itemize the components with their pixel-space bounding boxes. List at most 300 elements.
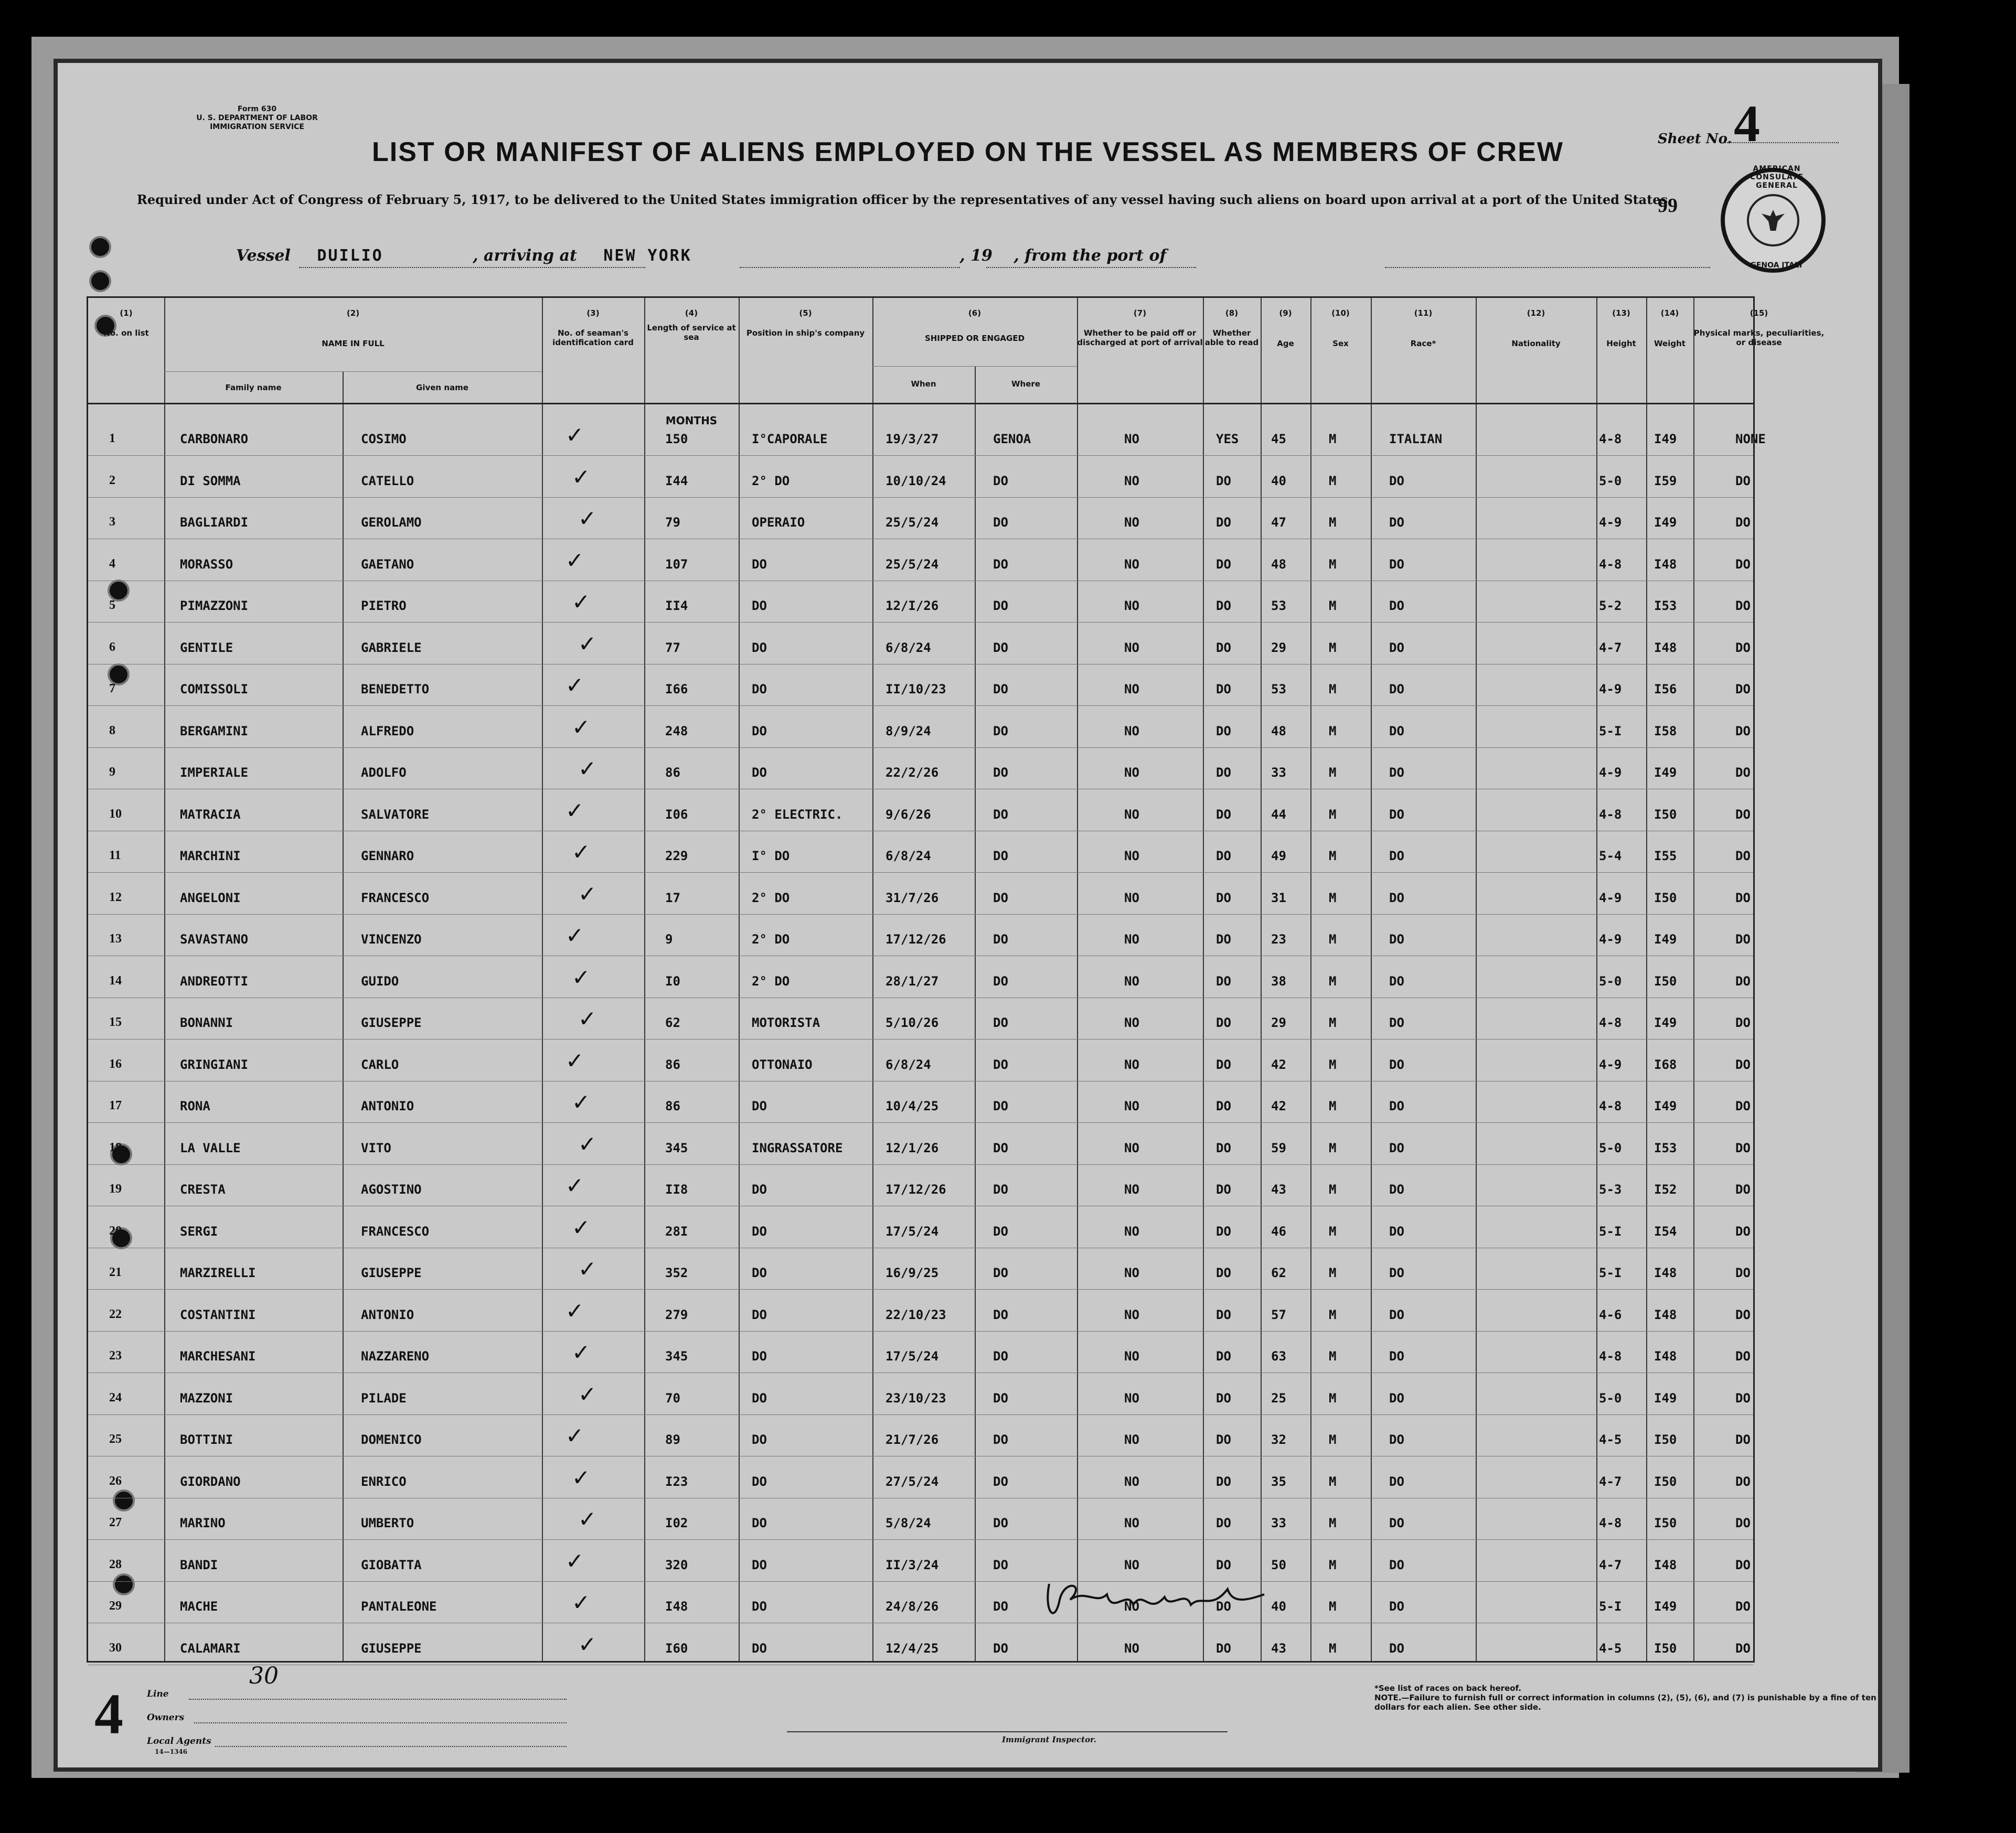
cell-paid-off: NO <box>1124 1599 1139 1614</box>
cell-race: DO <box>1389 807 1404 822</box>
year-label: , 19 <box>959 246 993 265</box>
cell-age: 38 <box>1271 973 1286 989</box>
cell-position: I°CAPORALE <box>752 432 828 446</box>
cell-physical-marks: DO <box>1735 1099 1751 1113</box>
cell-height: 5-I <box>1599 1266 1622 1280</box>
cell-sex: M <box>1329 640 1337 655</box>
cell-race: DO <box>1389 515 1404 530</box>
cell-family-name: BOTTINI <box>180 1432 233 1447</box>
cell-service-length: I0 <box>665 973 680 989</box>
cell-family-name: ANGELONI <box>180 890 241 905</box>
list-number: 99 <box>1658 195 1678 217</box>
where-header: Where <box>1011 379 1040 389</box>
col7-number: (7) <box>1133 308 1147 318</box>
cell-given-name: ANTONIO <box>361 1307 414 1322</box>
cell-paid-off: NO <box>1124 1390 1139 1406</box>
cell-position: INGRASSATORE <box>752 1140 843 1155</box>
cell-race: DO <box>1389 1641 1404 1656</box>
cell-sex: M <box>1329 723 1337 738</box>
row-rule <box>88 1414 1753 1415</box>
cell-given-name: FRANCESCO <box>361 1224 430 1239</box>
cell-family-name: CRESTA <box>180 1182 226 1197</box>
cell-weight: I50 <box>1654 1516 1677 1530</box>
cell-family-name: MAZZONI <box>180 1390 233 1406</box>
cell-able-to-read: DO <box>1216 765 1231 780</box>
cell-weight: I68 <box>1654 1057 1677 1072</box>
owners-underline <box>194 1722 567 1723</box>
cell-height: 5-0 <box>1599 1390 1622 1406</box>
cell-row-number: 3 <box>109 515 115 529</box>
col1-label: No. on list <box>103 328 149 338</box>
cell-shipped-where: DO <box>993 1349 1008 1364</box>
cell-able-to-read: DO <box>1216 1099 1231 1113</box>
col9-header <box>1261 308 1310 348</box>
cell-position: DO <box>752 640 767 655</box>
cell-shipped-when: 5/10/26 <box>886 1015 939 1030</box>
col8-header <box>1203 308 1261 347</box>
checkmark-icon: ✓ <box>572 839 591 865</box>
cell-race: DO <box>1389 640 1404 655</box>
cell-shipped-when: 9/6/26 <box>886 807 931 822</box>
cell-shipped-when: 17/5/24 <box>886 1349 939 1364</box>
cell-paid-off: NO <box>1124 1516 1139 1530</box>
cell-sex: M <box>1329 1599 1337 1614</box>
from-port-underline <box>1385 266 1710 268</box>
cell-position: DO <box>752 1349 767 1364</box>
cell-height: 4-9 <box>1599 765 1622 780</box>
cell-row-number: 18 <box>109 1140 122 1154</box>
col15-header <box>1693 308 1825 347</box>
cell-service-length: 248 <box>665 723 688 738</box>
cell-family-name: COMISSOLI <box>180 682 249 696</box>
col4-label: Length of service at sea <box>647 323 736 342</box>
cell-paid-off: NO <box>1124 1099 1139 1113</box>
cell-physical-marks: DO <box>1735 1349 1751 1364</box>
cell-able-to-read: DO <box>1216 807 1231 822</box>
col-rule <box>1646 298 1647 1661</box>
cell-paid-off: NO <box>1124 1057 1139 1072</box>
col4-header <box>644 308 739 342</box>
checkmark-icon: ✓ <box>578 1506 597 1532</box>
cell-row-number: 21 <box>109 1266 122 1279</box>
cell-age: 48 <box>1271 723 1286 738</box>
cell-sex: M <box>1329 1557 1337 1572</box>
col6-header <box>872 308 1077 343</box>
cell-shipped-when: 17/12/26 <box>886 1182 946 1197</box>
cell-given-name: GUIDO <box>361 973 399 989</box>
cell-height: 5-0 <box>1599 973 1622 989</box>
cell-service-length: 89 <box>665 1432 680 1447</box>
when-header: When <box>911 379 936 389</box>
cell-service-length: 28I <box>665 1224 688 1239</box>
cell-physical-marks: DO <box>1735 1474 1751 1489</box>
cell-sex: M <box>1329 1182 1337 1197</box>
cell-shipped-where: DO <box>993 849 1008 863</box>
cell-shipped-when: 24/8/26 <box>886 1599 939 1614</box>
seal-text-top: AMERICAN CONSULATE GENERAL <box>1750 165 1804 190</box>
cell-weight: I49 <box>1654 515 1677 530</box>
date-underline <box>986 266 1196 268</box>
cell-row-number: 22 <box>109 1307 122 1321</box>
cell-sex: M <box>1329 1432 1337 1447</box>
cell-given-name: VITO <box>361 1140 391 1155</box>
cell-able-to-read: DO <box>1216 473 1231 488</box>
cell-height: 4-9 <box>1599 515 1622 530</box>
cell-sex: M <box>1329 973 1337 989</box>
cell-weight: I48 <box>1654 640 1677 655</box>
cell-given-name: GIOBATTA <box>361 1557 422 1572</box>
col10-number: (10) <box>1331 308 1350 318</box>
row-rule <box>88 1289 1753 1290</box>
col3-header <box>542 308 644 347</box>
cell-service-length: I23 <box>665 1474 688 1489</box>
cell-paid-off: NO <box>1124 723 1139 738</box>
cell-able-to-read: DO <box>1216 1557 1231 1572</box>
checkmark-icon: ✓ <box>572 1339 591 1365</box>
cell-age: 45 <box>1271 432 1286 446</box>
cell-position: DO <box>752 682 767 696</box>
cell-shipped-when: 21/7/26 <box>886 1432 939 1447</box>
cell-shipped-where: DO <box>993 1099 1008 1113</box>
cell-able-to-read: DO <box>1216 1599 1231 1614</box>
cell-height: 4-6 <box>1599 1307 1622 1322</box>
cell-height: 5-0 <box>1599 473 1622 488</box>
months-label: MONTHS <box>665 414 718 427</box>
cell-shipped-where: DO <box>993 1599 1008 1614</box>
cell-able-to-read: DO <box>1216 1182 1231 1197</box>
cell-height: 4-9 <box>1599 890 1622 905</box>
cell-physical-marks: DO <box>1735 598 1751 613</box>
header-rule <box>88 403 1753 404</box>
checkmark-icon: ✓ <box>578 506 597 531</box>
form-code: 14—1346 <box>155 1748 188 1755</box>
checkmark-icon: ✓ <box>566 1548 584 1574</box>
cell-family-name: MATRACIA <box>180 807 241 822</box>
cell-race: DO <box>1389 1057 1404 1072</box>
cell-position: 2° DO <box>752 473 790 488</box>
cell-family-name: SERGI <box>180 1224 218 1239</box>
vessel-line <box>236 246 1166 265</box>
cell-height: 4-8 <box>1599 1516 1622 1530</box>
cell-physical-marks: DO <box>1735 1266 1751 1280</box>
cell-shipped-when: 19/3/27 <box>886 432 939 446</box>
inspector-line <box>787 1731 1228 1732</box>
cell-able-to-read: DO <box>1216 849 1231 863</box>
family-name-header: Family name <box>225 383 282 392</box>
cell-paid-off: NO <box>1124 473 1139 488</box>
cell-race: DO <box>1389 1349 1404 1364</box>
cell-paid-off: NO <box>1124 515 1139 530</box>
checkmark-icon: ✓ <box>578 1256 597 1282</box>
cell-paid-off: NO <box>1124 1140 1139 1155</box>
cell-given-name: BENEDETTO <box>361 682 430 696</box>
shipped-subheader-rule <box>872 366 1077 367</box>
cell-able-to-read: DO <box>1216 1057 1231 1072</box>
consulate-seal <box>1721 165 1826 273</box>
row-rule <box>88 497 1753 498</box>
cell-sex: M <box>1329 1474 1337 1489</box>
cell-age: 42 <box>1271 1099 1286 1113</box>
cell-family-name: MORASSO <box>180 556 233 572</box>
col-rule <box>1077 298 1078 1661</box>
cell-height: 4-9 <box>1599 932 1622 947</box>
cell-race: DO <box>1389 1474 1404 1489</box>
cell-height: 5-0 <box>1599 1140 1622 1155</box>
checkmark-icon: ✓ <box>566 1298 584 1324</box>
cell-age: 23 <box>1271 932 1286 947</box>
cell-given-name: PANTALEONE <box>361 1599 437 1614</box>
cell-paid-off: NO <box>1124 1641 1139 1656</box>
cell-shipped-where: DO <box>993 723 1008 738</box>
cell-paid-off: NO <box>1124 973 1139 989</box>
cell-sex: M <box>1329 1057 1337 1072</box>
cell-family-name: GIORDANO <box>180 1474 241 1489</box>
cell-physical-marks: DO <box>1735 556 1751 572</box>
cell-shipped-when: 10/4/25 <box>886 1099 939 1113</box>
checkmark-icon: ✓ <box>566 923 584 948</box>
cell-sex: M <box>1329 1140 1337 1155</box>
vessel-name: DUILIO <box>317 246 383 265</box>
cell-shipped-when: 23/10/23 <box>886 1390 946 1406</box>
cell-sex: M <box>1329 1390 1337 1406</box>
col-rule <box>644 298 645 1661</box>
cell-race: DO <box>1389 1390 1404 1406</box>
checkmark-icon: ✓ <box>578 1631 597 1657</box>
checkmark-icon: ✓ <box>572 1464 591 1491</box>
cell-height: 4-7 <box>1599 640 1622 655</box>
cell-service-length: 352 <box>665 1266 688 1280</box>
col15-label: Physical marks, peculiarities, or disease <box>1693 328 1825 347</box>
cell-position: DO <box>752 1182 767 1197</box>
cell-able-to-read: DO <box>1216 556 1231 572</box>
checkmark-icon: ✓ <box>566 1173 584 1198</box>
cell-shipped-where: DO <box>993 932 1008 947</box>
cell-race: DO <box>1389 1557 1404 1572</box>
cell-able-to-read: DO <box>1216 1390 1231 1406</box>
cell-shipped-where: DO <box>993 1140 1008 1155</box>
cell-shipped-when: 8/9/24 <box>886 723 931 738</box>
cell-given-name: UMBERTO <box>361 1516 414 1530</box>
cell-position: DO <box>752 1516 767 1530</box>
cell-age: 50 <box>1271 1557 1286 1572</box>
cell-family-name: IMPERIALE <box>180 765 249 780</box>
cell-family-name: ANDREOTTI <box>180 973 249 989</box>
cell-race: DO <box>1389 1599 1404 1614</box>
cell-sex: M <box>1329 682 1337 696</box>
cell-race: DO <box>1389 1516 1404 1530</box>
cell-family-name: COSTANTINI <box>180 1307 256 1322</box>
cell-race: DO <box>1389 890 1404 905</box>
cell-row-number: 14 <box>109 973 122 988</box>
cell-physical-marks: DO <box>1735 1390 1751 1406</box>
cell-position: DO <box>752 1557 767 1572</box>
cell-service-length: I06 <box>665 807 688 822</box>
col12-label: Nationality <box>1511 339 1561 348</box>
page-title: LIST OR MANIFEST OF ALIENS EMPLOYED ON THE VESSEL AS MEMBERS OF CREW <box>372 137 1564 167</box>
cell-paid-off: NO <box>1124 598 1139 613</box>
cell-sex: M <box>1329 1349 1337 1364</box>
cell-given-name: CARLO <box>361 1057 399 1072</box>
cell-family-name: MARINO <box>180 1516 226 1530</box>
cell-weight: I52 <box>1654 1182 1677 1197</box>
cell-family-name: MACHE <box>180 1599 218 1614</box>
cell-service-length: 86 <box>665 765 680 780</box>
cell-sex: M <box>1329 1224 1337 1239</box>
cell-given-name: CATELLO <box>361 473 414 488</box>
checkmark-icon: ✓ <box>572 1590 591 1615</box>
col1-header <box>88 308 164 338</box>
cell-shipped-where: DO <box>993 1474 1008 1489</box>
checkmark-icon: ✓ <box>572 464 591 490</box>
cell-row-number: 10 <box>109 807 122 821</box>
cell-shipped-when: 6/8/24 <box>886 849 931 863</box>
cell-physical-marks: DO <box>1735 1432 1751 1447</box>
cell-shipped-when: 22/10/23 <box>886 1307 946 1322</box>
cell-family-name: SAVASTANO <box>180 932 249 947</box>
cell-paid-off: NO <box>1124 640 1139 655</box>
cell-paid-off: NO <box>1124 1432 1139 1447</box>
cell-given-name: GIUSEPPE <box>361 1641 422 1656</box>
cell-able-to-read: DO <box>1216 1140 1231 1155</box>
col13-number: (13) <box>1612 308 1630 318</box>
cell-paid-off: NO <box>1124 932 1139 947</box>
cell-shipped-where: DO <box>993 598 1008 613</box>
cell-shipped-when: 28/1/27 <box>886 973 939 989</box>
cell-physical-marks: DO <box>1735 640 1751 655</box>
row-rule <box>88 747 1753 748</box>
cell-shipped-when: 22/2/26 <box>886 765 939 780</box>
cell-service-length: 320 <box>665 1557 688 1572</box>
cell-paid-off: NO <box>1124 1307 1139 1322</box>
cell-shipped-where: DO <box>993 556 1008 572</box>
col-rule <box>542 298 543 1661</box>
cell-position: I° DO <box>752 849 790 863</box>
cell-able-to-read: DO <box>1216 598 1231 613</box>
cell-able-to-read: DO <box>1216 1432 1231 1447</box>
row-rule <box>88 455 1753 456</box>
cell-weight: I56 <box>1654 682 1677 696</box>
cell-physical-marks: DO <box>1735 890 1751 905</box>
cell-service-length: 9 <box>665 932 673 947</box>
col11-label: Race* <box>1410 339 1436 348</box>
col-rule <box>343 371 344 1661</box>
line-count-handwritten: 30 <box>249 1663 279 1689</box>
cell-sex: M <box>1329 556 1337 572</box>
col12-header <box>1476 308 1596 348</box>
cell-paid-off: NO <box>1124 1182 1139 1197</box>
cell-row-number: 13 <box>109 932 122 946</box>
subtitle: Required under Act of Congress of February 5, 1917, to be delivered to the United States immigration officer by the representatives of any vessel having such aliens on board upon arrival at a port of the United States <box>136 192 1668 207</box>
cell-race: DO <box>1389 1266 1404 1280</box>
cell-paid-off: NO <box>1124 849 1139 863</box>
cell-physical-marks: DO <box>1735 1557 1751 1572</box>
cell-shipped-when: II/10/23 <box>886 682 946 696</box>
cell-service-length: 86 <box>665 1057 680 1072</box>
cell-given-name: NAZZARENO <box>361 1349 430 1364</box>
col14-number: (14) <box>1660 308 1679 318</box>
cell-row-number: 27 <box>109 1516 122 1529</box>
cell-given-name: ADOLFO <box>361 765 407 780</box>
cell-shipped-when: 10/10/24 <box>886 473 946 488</box>
cell-sex: M <box>1329 1641 1337 1656</box>
cell-age: 25 <box>1271 1390 1286 1406</box>
cell-row-number: 25 <box>109 1432 122 1446</box>
row-rule <box>88 705 1753 706</box>
cell-height: 4-8 <box>1599 807 1622 822</box>
cell-physical-marks: DO <box>1735 807 1751 822</box>
cell-given-name: SALVATORE <box>361 807 430 822</box>
checkmark-icon: ✓ <box>572 714 591 740</box>
cell-position: MOTORISTA <box>752 1015 820 1030</box>
row-rule <box>88 1539 1753 1540</box>
col5-header <box>739 308 872 338</box>
cell-physical-marks: DO <box>1735 932 1751 947</box>
cell-service-length: 79 <box>665 515 680 530</box>
cell-row-number: 7 <box>109 682 115 695</box>
sheet-no-label: Sheet No. <box>1658 131 1732 147</box>
col-rule <box>1596 298 1597 1661</box>
penalty-note: NOTE.—Failure to furnish full or correct information in columns (2), (5), (6), and (7) is punishable by a fine of ten dollars for each alien. See other side. <box>1374 1693 1876 1712</box>
cell-physical-marks: NONE <box>1735 432 1766 446</box>
cell-family-name: MARZIRELLI <box>180 1266 256 1280</box>
footer-notes <box>1374 1684 1878 1712</box>
cell-shipped-where: DO <box>993 1432 1008 1447</box>
footer-sheet-number: 4 <box>94 1682 123 1746</box>
cell-height: 4-7 <box>1599 1557 1622 1572</box>
checkmark-icon: ✓ <box>578 1006 597 1032</box>
row-rule <box>88 872 1753 873</box>
cell-service-length: 345 <box>665 1140 688 1155</box>
arriving-port: NEW YORK <box>603 246 692 265</box>
cell-shipped-when: 12/I/26 <box>886 598 939 613</box>
cell-given-name: GABRIELE <box>361 640 422 655</box>
cell-given-name: ANTONIO <box>361 1099 414 1113</box>
cell-row-number: 20 <box>109 1224 122 1238</box>
cell-physical-marks: DO <box>1735 1015 1751 1030</box>
cell-shipped-where: DO <box>993 682 1008 696</box>
cell-race: DO <box>1389 723 1404 738</box>
owners-label: Owners <box>147 1712 185 1723</box>
cell-age: 62 <box>1271 1266 1286 1280</box>
cell-position: DO <box>752 1432 767 1447</box>
cell-height: 5-I <box>1599 1599 1622 1614</box>
cell-height: 4-8 <box>1599 1015 1622 1030</box>
cell-shipped-where: DO <box>993 515 1008 530</box>
cell-service-length: I66 <box>665 682 688 696</box>
race-note: *See list of races on back hereof. <box>1374 1684 1521 1693</box>
cell-shipped-when: 17/5/24 <box>886 1224 939 1239</box>
cell-position: OTTONAIO <box>752 1057 813 1072</box>
cell-given-name: VINCENZO <box>361 932 422 947</box>
checkmark-icon: ✓ <box>578 1131 597 1157</box>
cell-able-to-read: DO <box>1216 1349 1231 1364</box>
col-rule <box>164 298 165 1661</box>
cell-physical-marks: DO <box>1735 682 1751 696</box>
cell-service-length: I60 <box>665 1641 688 1656</box>
cell-height: 4-8 <box>1599 556 1622 572</box>
cell-shipped-when: 31/7/26 <box>886 890 939 905</box>
cell-physical-marks: DO <box>1735 1516 1751 1530</box>
cell-sex: M <box>1329 849 1337 863</box>
cell-given-name: PIETRO <box>361 598 407 613</box>
line-label: Line <box>147 1689 169 1699</box>
cell-weight: I49 <box>1654 765 1677 780</box>
form-number: Form 630 <box>237 105 277 113</box>
col-rule <box>1261 298 1262 1661</box>
col5-number: (5) <box>799 308 812 318</box>
binder-hole <box>89 236 111 258</box>
col2-header <box>164 308 542 348</box>
